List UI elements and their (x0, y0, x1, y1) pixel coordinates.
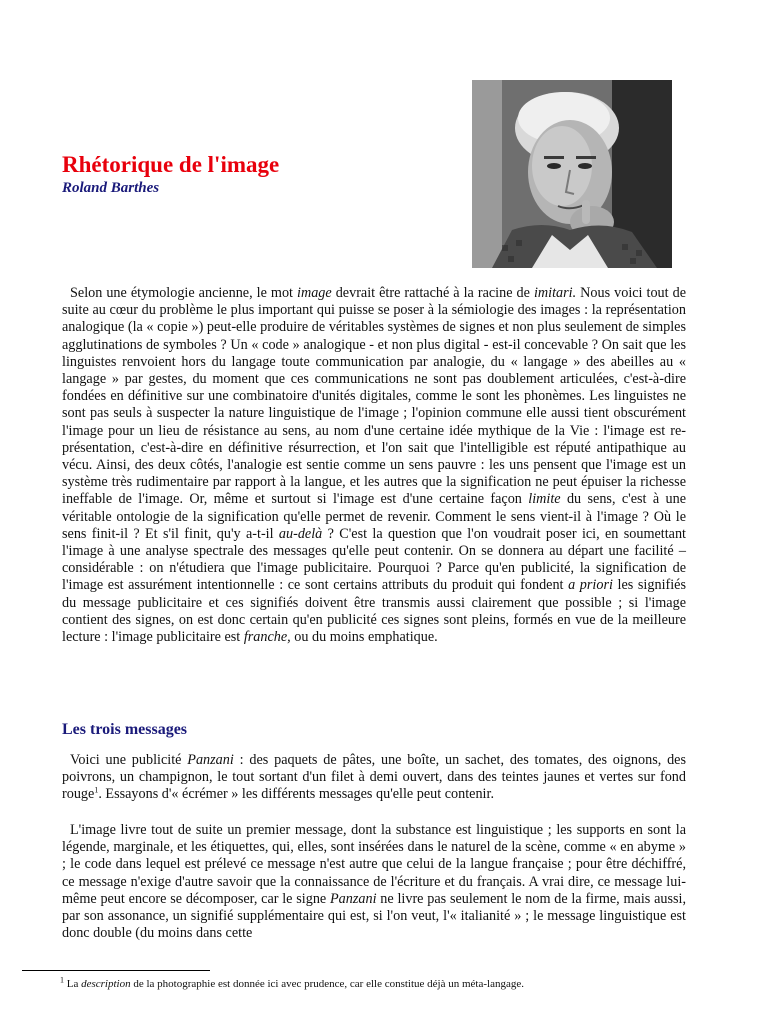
text-run: L'image livre tout de suite un premier message, dont la substance est linguistique ; les supports en sont la légende, marginale, et les étiquettes, qui, elles, sont insérées dans le naturel de la scène, comme « en abyme » ; le code dans lequel est prélevé ce message n'est autre que celui de la langue française ; pour être déchiffré, ce message n'exige d'autre savoir que la connaissance de l'écriture et du français. A vrai dire, ce message lui-même peut encore se décomposer, car le signe (62, 822, 686, 907)
text-run: Voici une publicité (70, 752, 188, 768)
text-run: ? C'est la question que l'on voudrait poser ici, en soumettant l'image à une analyse spectrale des messages qu'elle peut contenir. On se donnera au départ une facilité – considérable : on n'étudiera que l'image publicitaire. Pourquoi ? Parce qu'en publicité, la signification de l'image est assurément intentionnelle : ce sont certains attributs du produit qui fondent (62, 525, 687, 594)
page-title: Rhétorique de l'image (62, 152, 280, 177)
italic-run: description (81, 978, 131, 990)
italic-run: au-delà (278, 525, 323, 542)
text-run: devrait être rattaché à la racine de (331, 285, 534, 301)
italic-run: Panzani (187, 752, 234, 768)
italic-run: a priori (568, 577, 613, 594)
italic-run: image (297, 285, 332, 301)
text-run: : des paquets de pâtes, une boîte, un sachet, des tomates, des oignons, des poivrons, un champignon, le tout sortant d'un filet à demi ouvert, dans des teintes jaunes et vertes sur fond rouge (62, 752, 686, 803)
text-run: du sens, c'est à une véritable ontologie de la signification qu'elle permet de revenir. Comment le sens vient-il à l'image ? Où le sens finit-il ? Et s'il finit, qu'y a-t-il (62, 491, 686, 542)
text-run: ne livre pas seulement le nom de la firme, mais aussi, par son assonance, un signifié supplémentaire qui est, si l'on veut, l'« italianité » ; le message linguistique est donc double (du moins dans cette (62, 890, 687, 942)
text-run: . Essayons d'« écrémer » les différents messages qu'elle peut contenir. (98, 786, 494, 803)
author-name: Roland Barthes (62, 180, 160, 196)
italic-run: Panzani (330, 890, 377, 907)
text-run: Nous voici tout de suite au cœur du problème le plus important qui puisse se poser à la sémiologie des images : la représentation analogique (la « copie ») peut-elle produire de véritables systèmes de signes et non plus seulement de simples agglutinations de symboles ? Un « code » analogique - et non plus digital - est-il concevable ? On sait que les linguistes renvoient hors du langage toute communication par analogie, du « langage » des abeilles au « langage » par gestes, du moment que ces communications ne sont pas doublement articulées, c'est-à-dire fondées en définitive sur une combinatoire d'unités digitales, comme le sont les phonèmes. Les linguistes ne sont pas seuls à suspecter la nature linguistique de l'image ; l'opinion commune elle aussi tient obscurément l'image pour un lieu de résistance au sens, au nom d'une certaine idée mythique de la Vie : l'image est re-présentation, c'est-à-dire en définitive résurrection, et l'on sait que l'intelligible est réputé antipathique au vécu. Ainsi, des deux côtés, l'analogie est sentie comme un sens pauvre : les uns pensent que l'image est un système très rudimentaire par rapport à la langue, et les autres que la signification ne peut épuiser la richesse ineffable de l'image. Or, même et surtout si l'image est d'une certaine façon (62, 285, 686, 508)
text-run: ou du moins emphatique. (290, 629, 438, 646)
paragraph-panzani (62, 752, 686, 804)
text-run: les signifiés du message publicitaire et ces signifiés doivent être transmis aussi clairement que possible ; si l'image contient des signes, on est donc certain qu'en publicité ces signes sont pleins, formés en vue de la meilleure lecture : l'image publicitaire est (62, 577, 686, 646)
text-run: La (64, 978, 82, 990)
section-heading: Les trois messages (62, 721, 188, 738)
footnote-ref[interactable]: 1 (94, 785, 99, 795)
paragraph-linguistic-message (62, 822, 686, 942)
title-block (62, 152, 279, 198)
italic-run: imitari. (533, 285, 577, 301)
footnote-divider (22, 970, 210, 971)
footnote-number: 1 (60, 975, 64, 985)
text-run: Selon une étymologie ancienne, le mot (70, 285, 297, 301)
paragraph-intro (62, 285, 686, 646)
text-run: de la photographie est donnée ici avec prudence, car elle constitue déjà un méta-langage. (130, 978, 524, 990)
italic-run: limite (528, 491, 561, 508)
footnote (60, 977, 524, 991)
italic-run: franche, (243, 629, 291, 646)
author-photo (472, 80, 672, 268)
